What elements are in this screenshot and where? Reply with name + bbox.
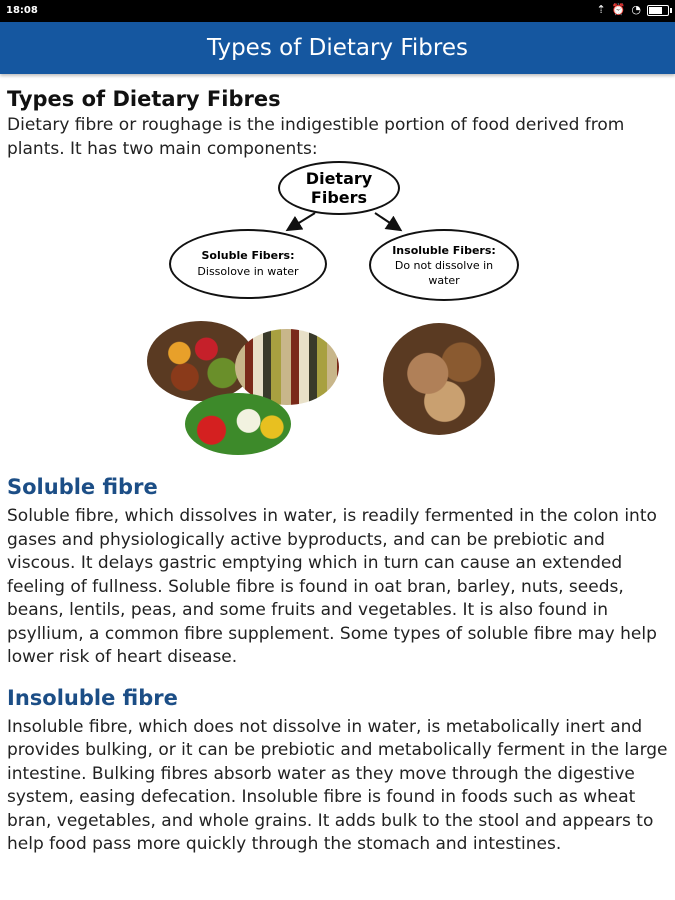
- insoluble-fibre-heading: Insoluble fibre: [7, 685, 178, 710]
- article-heading: Types of Dietary Fibres: [7, 87, 281, 111]
- status-icons: [596, 3, 669, 17]
- diagram-node-dietary-fibers: [278, 161, 400, 215]
- soluble-fibre-heading: Soluble fibre: [7, 475, 158, 499]
- status-bar: [0, 0, 675, 22]
- upload-icon: ⇡: [596, 3, 606, 16]
- insoluble-node-title: Insoluble Fibers:: [392, 243, 496, 257]
- soluble-node-desc: Dissolove in water: [197, 265, 299, 278]
- wifi-icon: ◔: [631, 3, 641, 16]
- insoluble-node-desc-1: Do not dissolve in: [394, 258, 494, 272]
- article-intro: Dietary fibre or roughage is the indigestible portion of food derived from plants. It has two main components:: [7, 115, 625, 159]
- diagram-node-insoluble: [369, 229, 519, 301]
- dietary-fibers-line2: Fibers: [310, 188, 368, 207]
- app-bar: [0, 22, 675, 74]
- vegetables-image: [185, 393, 291, 455]
- wholegrain-bread-image: [383, 323, 495, 435]
- status-time: 18:08: [6, 5, 38, 16]
- fiber-diagram: [7, 161, 669, 471]
- article: [7, 84, 669, 857]
- battery-icon: [647, 5, 669, 16]
- soluble-fibre-text: Soluble fibre, which dissolves in water, is readily fermented in the colon into gases and physiologically active byproducts, and can be prebiotic and viscous. It delays gastric emptying which in turn can cause an extended feeling of fullness. Soluble fibre is found in oat bran, barley, nuts, seeds, beans, lentils, peas, and some fruits and vegetables. It is also found in psyllium, a common fibre supplement. Some types of soluble fibre may help lower risk of heart disease.: [7, 506, 657, 667]
- alarm-icon: ⏰: [611, 3, 626, 16]
- insoluble-node-desc-2: water: [428, 273, 460, 287]
- dietary-fibers-line1: Dietary: [305, 169, 373, 188]
- app-bar-title: Types of Dietary Fibres: [207, 35, 468, 61]
- diagram-node-soluble: [169, 229, 327, 299]
- insoluble-fibre-text: Insoluble fibre, which does not dissolve in water, is metabolically inert and provides bulking, or it can be prebiotic and metabolically ferment in the large intestine. Bulking fibres absorb water as they move through the digestive system, easing defecation. Insoluble fibre is found in foods such as wheat bran, vegetables, and whole grains. It adds bulk to the stool and appears to help food pass more quickly through the stomach and intestines.: [7, 716, 668, 854]
- soluble-node-title: Soluble Fibers:: [201, 249, 295, 262]
